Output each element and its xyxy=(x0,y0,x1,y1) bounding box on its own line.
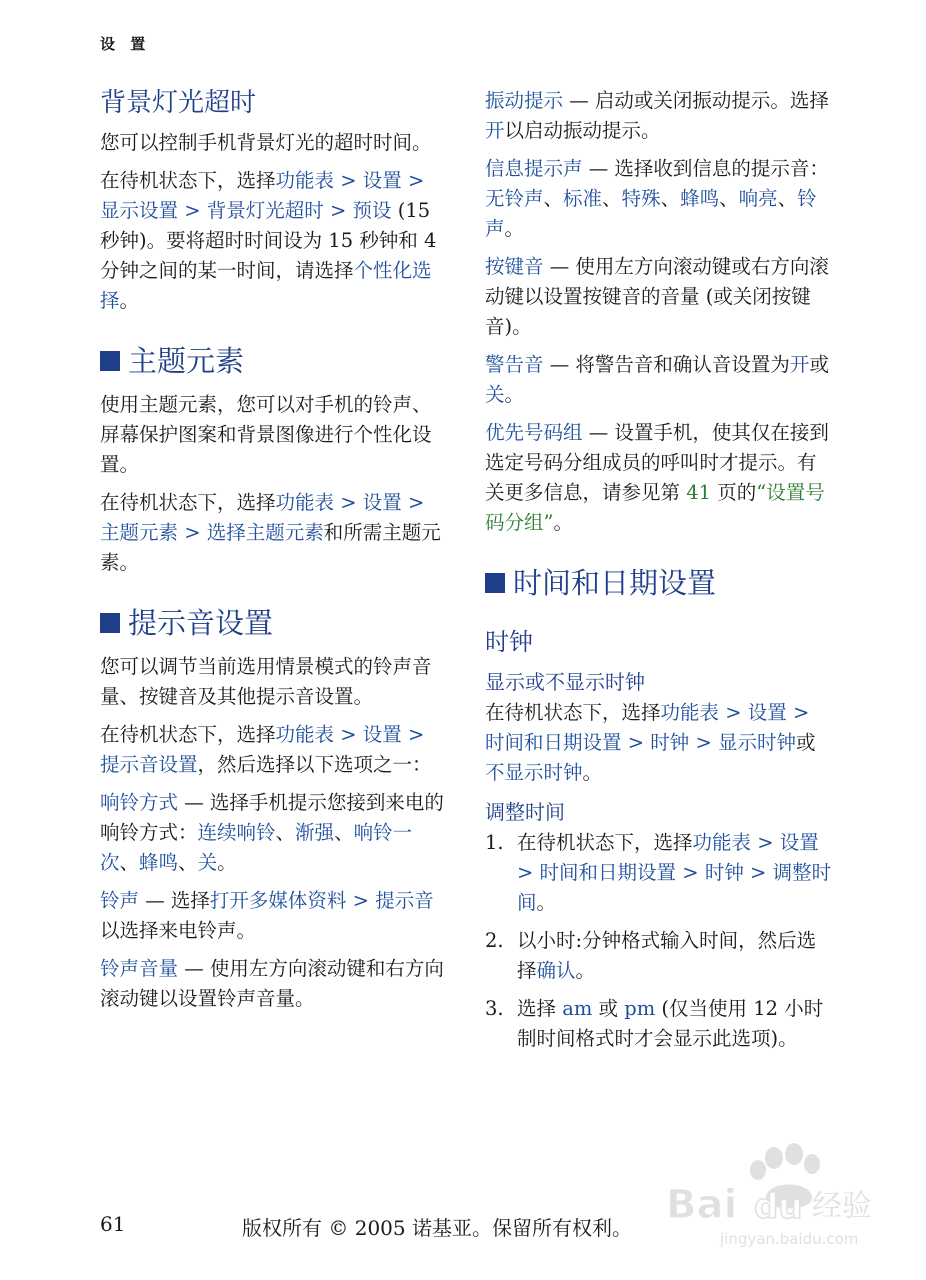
text: 在待机状态下，选择 xyxy=(517,831,693,854)
text: 或 xyxy=(796,731,816,754)
text: — 设置手机，使其仅在接到选定号码分组成员的呼叫时才提示。有关更多信息，请参见第 xyxy=(485,421,829,504)
menu-separator: > xyxy=(689,731,719,754)
option-name: 振动提示 xyxy=(485,89,564,112)
priority-group-option xyxy=(485,418,835,538)
menu-keyword: 调整时间 xyxy=(517,861,832,914)
text: — 启动或关闭振动提示。选择 xyxy=(563,89,829,112)
svg-text:du: du xyxy=(754,1187,803,1227)
menu-keyword: 提示音 xyxy=(375,889,434,912)
ringtone-option xyxy=(100,886,450,946)
text: 。 xyxy=(553,511,573,534)
datetime-heading xyxy=(485,564,835,602)
option-name: 铃声 xyxy=(100,889,140,912)
adjust-time-heading: 调整时间 xyxy=(485,800,565,824)
text: 以启动振动提示。 xyxy=(504,119,661,142)
theme-instructions xyxy=(100,488,450,578)
menu-keyword: 不显示时钟 xyxy=(485,761,583,784)
menu-separator: > xyxy=(676,861,705,884)
menu-separator: > xyxy=(401,723,425,746)
menu-keyword: pm xyxy=(624,997,656,1020)
menu-keyword: 设置 xyxy=(362,723,402,746)
menu-keyword: 功能表 xyxy=(660,701,720,724)
menu-keyword: 设置 xyxy=(747,701,787,724)
menu-separator: > xyxy=(334,491,363,514)
text: — 选择收到信息的提示音： xyxy=(582,157,829,180)
menu-keyword: 关 xyxy=(485,383,505,406)
menu-separator: > xyxy=(786,701,810,724)
menu-keyword: 设置 xyxy=(362,169,402,192)
menu-keyword: 连续响铃 xyxy=(197,821,276,844)
text: 。 xyxy=(582,761,603,784)
menu-keyword: 响亮 xyxy=(738,187,778,210)
option-name: 信息提示声 xyxy=(485,157,583,180)
menu-separator: > xyxy=(401,169,425,192)
message-tone-option xyxy=(485,154,835,244)
warning-tone-option xyxy=(485,350,835,410)
backlight-heading: 背景灯光超时 xyxy=(100,88,257,118)
menu-keyword: 主题元素 xyxy=(100,521,179,544)
text: 和所需主题元素。 xyxy=(100,521,441,574)
square-bullet-icon xyxy=(100,351,120,371)
page-footer xyxy=(0,1212,926,1242)
menu-keyword: 无铃声 xyxy=(485,187,544,210)
text: 以选择来电铃声。 xyxy=(100,919,257,942)
text: 以小时:分钟格式输入时间，然后选择 xyxy=(517,929,817,982)
text: 、 xyxy=(719,187,739,210)
text: 。 xyxy=(504,383,525,406)
menu-keyword: 铃声 xyxy=(485,187,817,240)
text: (15 秒钟)。要将超时时间设为 15 秒钟和 4 分钟之间的某一时间，请选择 xyxy=(100,199,437,282)
menu-keyword: 选择主题元素 xyxy=(206,521,324,544)
key-tone-option xyxy=(485,252,835,342)
tones-intro: 您可以调节当前选用情景模式的铃声音量、按键音及其他提示音设置。 xyxy=(100,655,432,708)
list-item xyxy=(485,994,835,1054)
running-header: 设 置 xyxy=(100,35,151,53)
menu-keyword: 时间和日期设置 xyxy=(485,731,622,754)
ring-volume-option xyxy=(100,954,450,1014)
svg-text:jingyan.baidu.com: jingyan.baidu.com xyxy=(720,1230,859,1248)
text: 。 xyxy=(536,891,557,914)
svg-text:经验: 经验 xyxy=(812,1189,872,1224)
menu-keyword: 功能表 xyxy=(275,169,335,192)
adjust-time-steps xyxy=(485,828,835,1054)
page-number: 61 xyxy=(100,1212,126,1236)
option-name: 警告音 xyxy=(485,353,544,376)
text: 。 xyxy=(575,959,596,982)
text: 、 xyxy=(275,821,296,844)
text: 或 xyxy=(809,353,829,376)
menu-keyword: 时钟 xyxy=(650,731,690,754)
text: 、 xyxy=(660,187,681,210)
option-name: 铃声音量 xyxy=(100,957,179,980)
menu-keyword: 蜂鸣 xyxy=(139,851,179,874)
menu-keyword: 开 xyxy=(485,119,505,142)
menu-separator: > xyxy=(178,199,207,222)
backlight-instructions xyxy=(100,166,450,316)
text: — 使用左方向滚动键和右方向滚动键以设置铃声音量。 xyxy=(100,957,444,1010)
text: — 使用左方向滚动键或右方向滚动键以设置按键音的音量 (或关闭按键音)。 xyxy=(485,255,829,338)
text: (仅当使用 12 小时制时间格式时才会显示此选项)。 xyxy=(517,997,824,1050)
menu-keyword: 显示时钟 xyxy=(718,731,797,754)
menu-separator: > xyxy=(346,889,376,912)
option-name: 响铃方式 xyxy=(100,791,179,814)
menu-separator: > xyxy=(751,831,780,854)
menu-keyword: 标准 xyxy=(563,187,603,210)
menu-keyword: 功能表 xyxy=(275,723,335,746)
svg-text:Bai: Bai xyxy=(666,1182,738,1228)
right-column xyxy=(485,86,835,1062)
menu-keyword: 渐强 xyxy=(295,821,335,844)
text: 、 xyxy=(777,187,798,210)
theme-intro: 使用主题元素，您可以对手机的铃声、屏幕保护图案和背景图像进行个性化设置。 xyxy=(100,393,432,476)
text: 在待机状态下，选择 xyxy=(485,701,661,724)
text: 或 xyxy=(592,997,625,1020)
menu-keyword: 显示设置 xyxy=(100,199,179,222)
list-item xyxy=(485,926,835,986)
text: ，然后选择以下选项之一： xyxy=(197,753,432,776)
text: 。 xyxy=(217,851,237,874)
menu-keyword: 响铃一次 xyxy=(100,821,413,874)
datetime-title: 时间和日期设置 xyxy=(513,566,717,600)
tones-instructions xyxy=(100,720,450,780)
text: 在待机状态下，选择 xyxy=(100,491,276,514)
section-reference-link[interactable]: “设置号码分组” xyxy=(485,481,825,534)
ring-type-option xyxy=(100,788,450,878)
menu-keyword: 特殊 xyxy=(621,187,661,210)
option-name: 优先号码组 xyxy=(485,421,583,444)
tones-title: 提示音设置 xyxy=(128,606,274,640)
left-column xyxy=(100,86,450,1022)
square-bullet-icon xyxy=(485,573,505,593)
show-hide-clock-instructions xyxy=(485,698,835,788)
theme-title: 主题元素 xyxy=(128,344,245,378)
text: 在待机状态下，选择 xyxy=(100,723,276,746)
menu-keyword: 个性化选择 xyxy=(100,259,432,312)
menu-separator: > xyxy=(178,521,207,544)
text: — 选择手机提示您接到来电的响铃方式： xyxy=(100,791,444,844)
text: 、 xyxy=(602,187,622,210)
menu-keyword: 功能表 xyxy=(275,491,335,514)
text: 在待机状态下，选择 xyxy=(100,169,276,192)
menu-keyword: am xyxy=(562,997,593,1020)
menu-separator: > xyxy=(401,491,425,514)
text: 、 xyxy=(334,821,354,844)
text: 页的 xyxy=(711,481,757,504)
step-number: 2. xyxy=(485,929,504,952)
menu-keyword: 背景灯光超时 xyxy=(206,199,324,222)
menu-separator: > xyxy=(719,701,748,724)
vibrate-option xyxy=(485,86,835,146)
menu-keyword: 时钟 xyxy=(704,861,744,884)
menu-separator: > xyxy=(517,861,540,884)
menu-separator: > xyxy=(334,169,363,192)
option-name: 按键音 xyxy=(485,255,544,278)
menu-separator: > xyxy=(743,861,773,884)
menu-keyword: 提示音设置 xyxy=(100,753,198,776)
text: 。 xyxy=(119,289,140,312)
text: — 将警告音和确认音设置为 xyxy=(543,353,790,376)
copyright-notice: 版权所有 © 2005 诺基亚。保留所有权利。 xyxy=(242,1216,632,1240)
clock-heading: 时钟 xyxy=(485,628,533,656)
backlight-intro: 您可以控制手机背景灯光的超时时间。 xyxy=(100,131,432,154)
menu-keyword: 蜂鸣 xyxy=(680,187,720,210)
tones-heading xyxy=(100,604,450,642)
show-hide-clock-heading: 显示或不显示时钟 xyxy=(485,670,645,694)
text: 选择 xyxy=(517,997,563,1020)
menu-keyword: 设置 xyxy=(779,831,819,854)
menu-keyword: 确认 xyxy=(536,959,576,982)
text: 、 xyxy=(119,851,140,874)
menu-keyword: 打开多媒体资料 xyxy=(209,889,347,912)
text: 。 xyxy=(504,217,525,240)
menu-keyword: 预设 xyxy=(352,199,392,222)
menu-separator: > xyxy=(323,199,353,222)
list-item xyxy=(485,828,835,918)
text: 、 xyxy=(543,187,564,210)
menu-keyword: 时间和日期设置 xyxy=(539,861,677,884)
step-number: 1. xyxy=(485,831,504,854)
square-bullet-icon xyxy=(100,613,120,633)
text: 、 xyxy=(178,851,198,874)
text: — 选择 xyxy=(139,889,210,912)
theme-heading xyxy=(100,342,450,380)
menu-separator: > xyxy=(621,731,651,754)
page-reference-link[interactable]: 41 xyxy=(686,481,712,504)
menu-separator: > xyxy=(334,723,363,746)
menu-keyword: 开 xyxy=(789,353,810,376)
menu-keyword: 关 xyxy=(197,851,218,874)
step-number: 3. xyxy=(485,997,504,1020)
menu-keyword: 设置 xyxy=(362,491,402,514)
menu-keyword: 功能表 xyxy=(692,831,752,854)
